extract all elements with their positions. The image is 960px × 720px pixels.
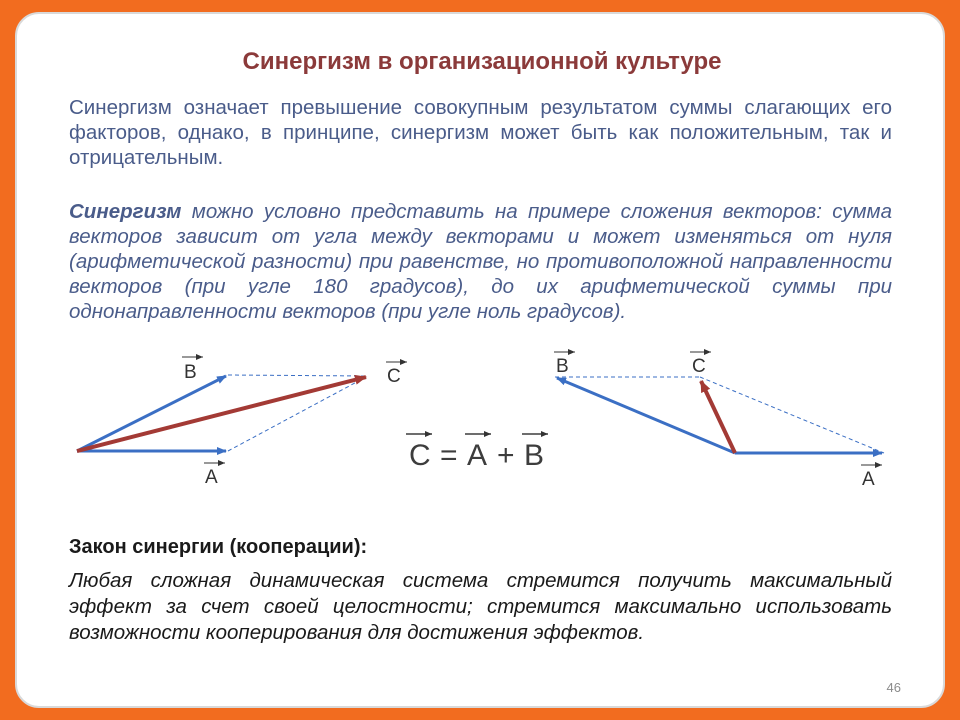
equation-a: A	[467, 439, 488, 472]
equation-equals: =	[440, 439, 458, 472]
left-dashed-line-top	[228, 375, 366, 376]
synergy-definition-paragraph: Синергизм означает превышение совокупным результатом суммы слагающих его факторов, однако, в принципе, синергизм может быть как положительным, так и отрицательным.	[69, 96, 892, 169]
left-vector-b	[77, 376, 226, 451]
right-label-b: B	[556, 356, 569, 377]
vector-explanation-text: можно условно представить на примере сложения векторов: сумма векторов зависит от угла между векторами и может изменяться от нуля (арифметической разности) при равенстве, но противоположной направленности векторов (при угле 180 градусов), до их арифметической суммы при однонаправленности векторов (при угле ноль градусов).	[69, 200, 892, 323]
law-text: Любая сложная динамическая система стремится получить максимальный эффект за счет своей целостности; стремится максимально использовать возможности кооперирования для достижения эффектов.	[69, 569, 892, 644]
vector-equation	[406, 434, 548, 472]
left-label-a: A	[205, 467, 218, 488]
right-label-c: C	[692, 356, 706, 377]
law-title: Закон синергии (кооперации):	[69, 536, 368, 558]
left-vector-diagram	[77, 357, 407, 488]
right-label-a: A	[862, 469, 875, 490]
left-vector-c	[77, 377, 366, 451]
equation-b: B	[524, 439, 545, 472]
right-vector-diagram	[554, 352, 884, 490]
left-dashed-line-right	[228, 377, 366, 451]
page-number: 46	[886, 680, 901, 695]
equation-c: C	[409, 439, 431, 472]
left-label-b: B	[184, 362, 197, 383]
equation-plus: +	[497, 439, 515, 472]
synergy-term: Синергизм	[69, 200, 182, 223]
left-label-c: C	[387, 366, 401, 387]
slide-title: Синергизм в организационной культуре	[242, 48, 722, 75]
right-vector-b	[557, 378, 735, 453]
